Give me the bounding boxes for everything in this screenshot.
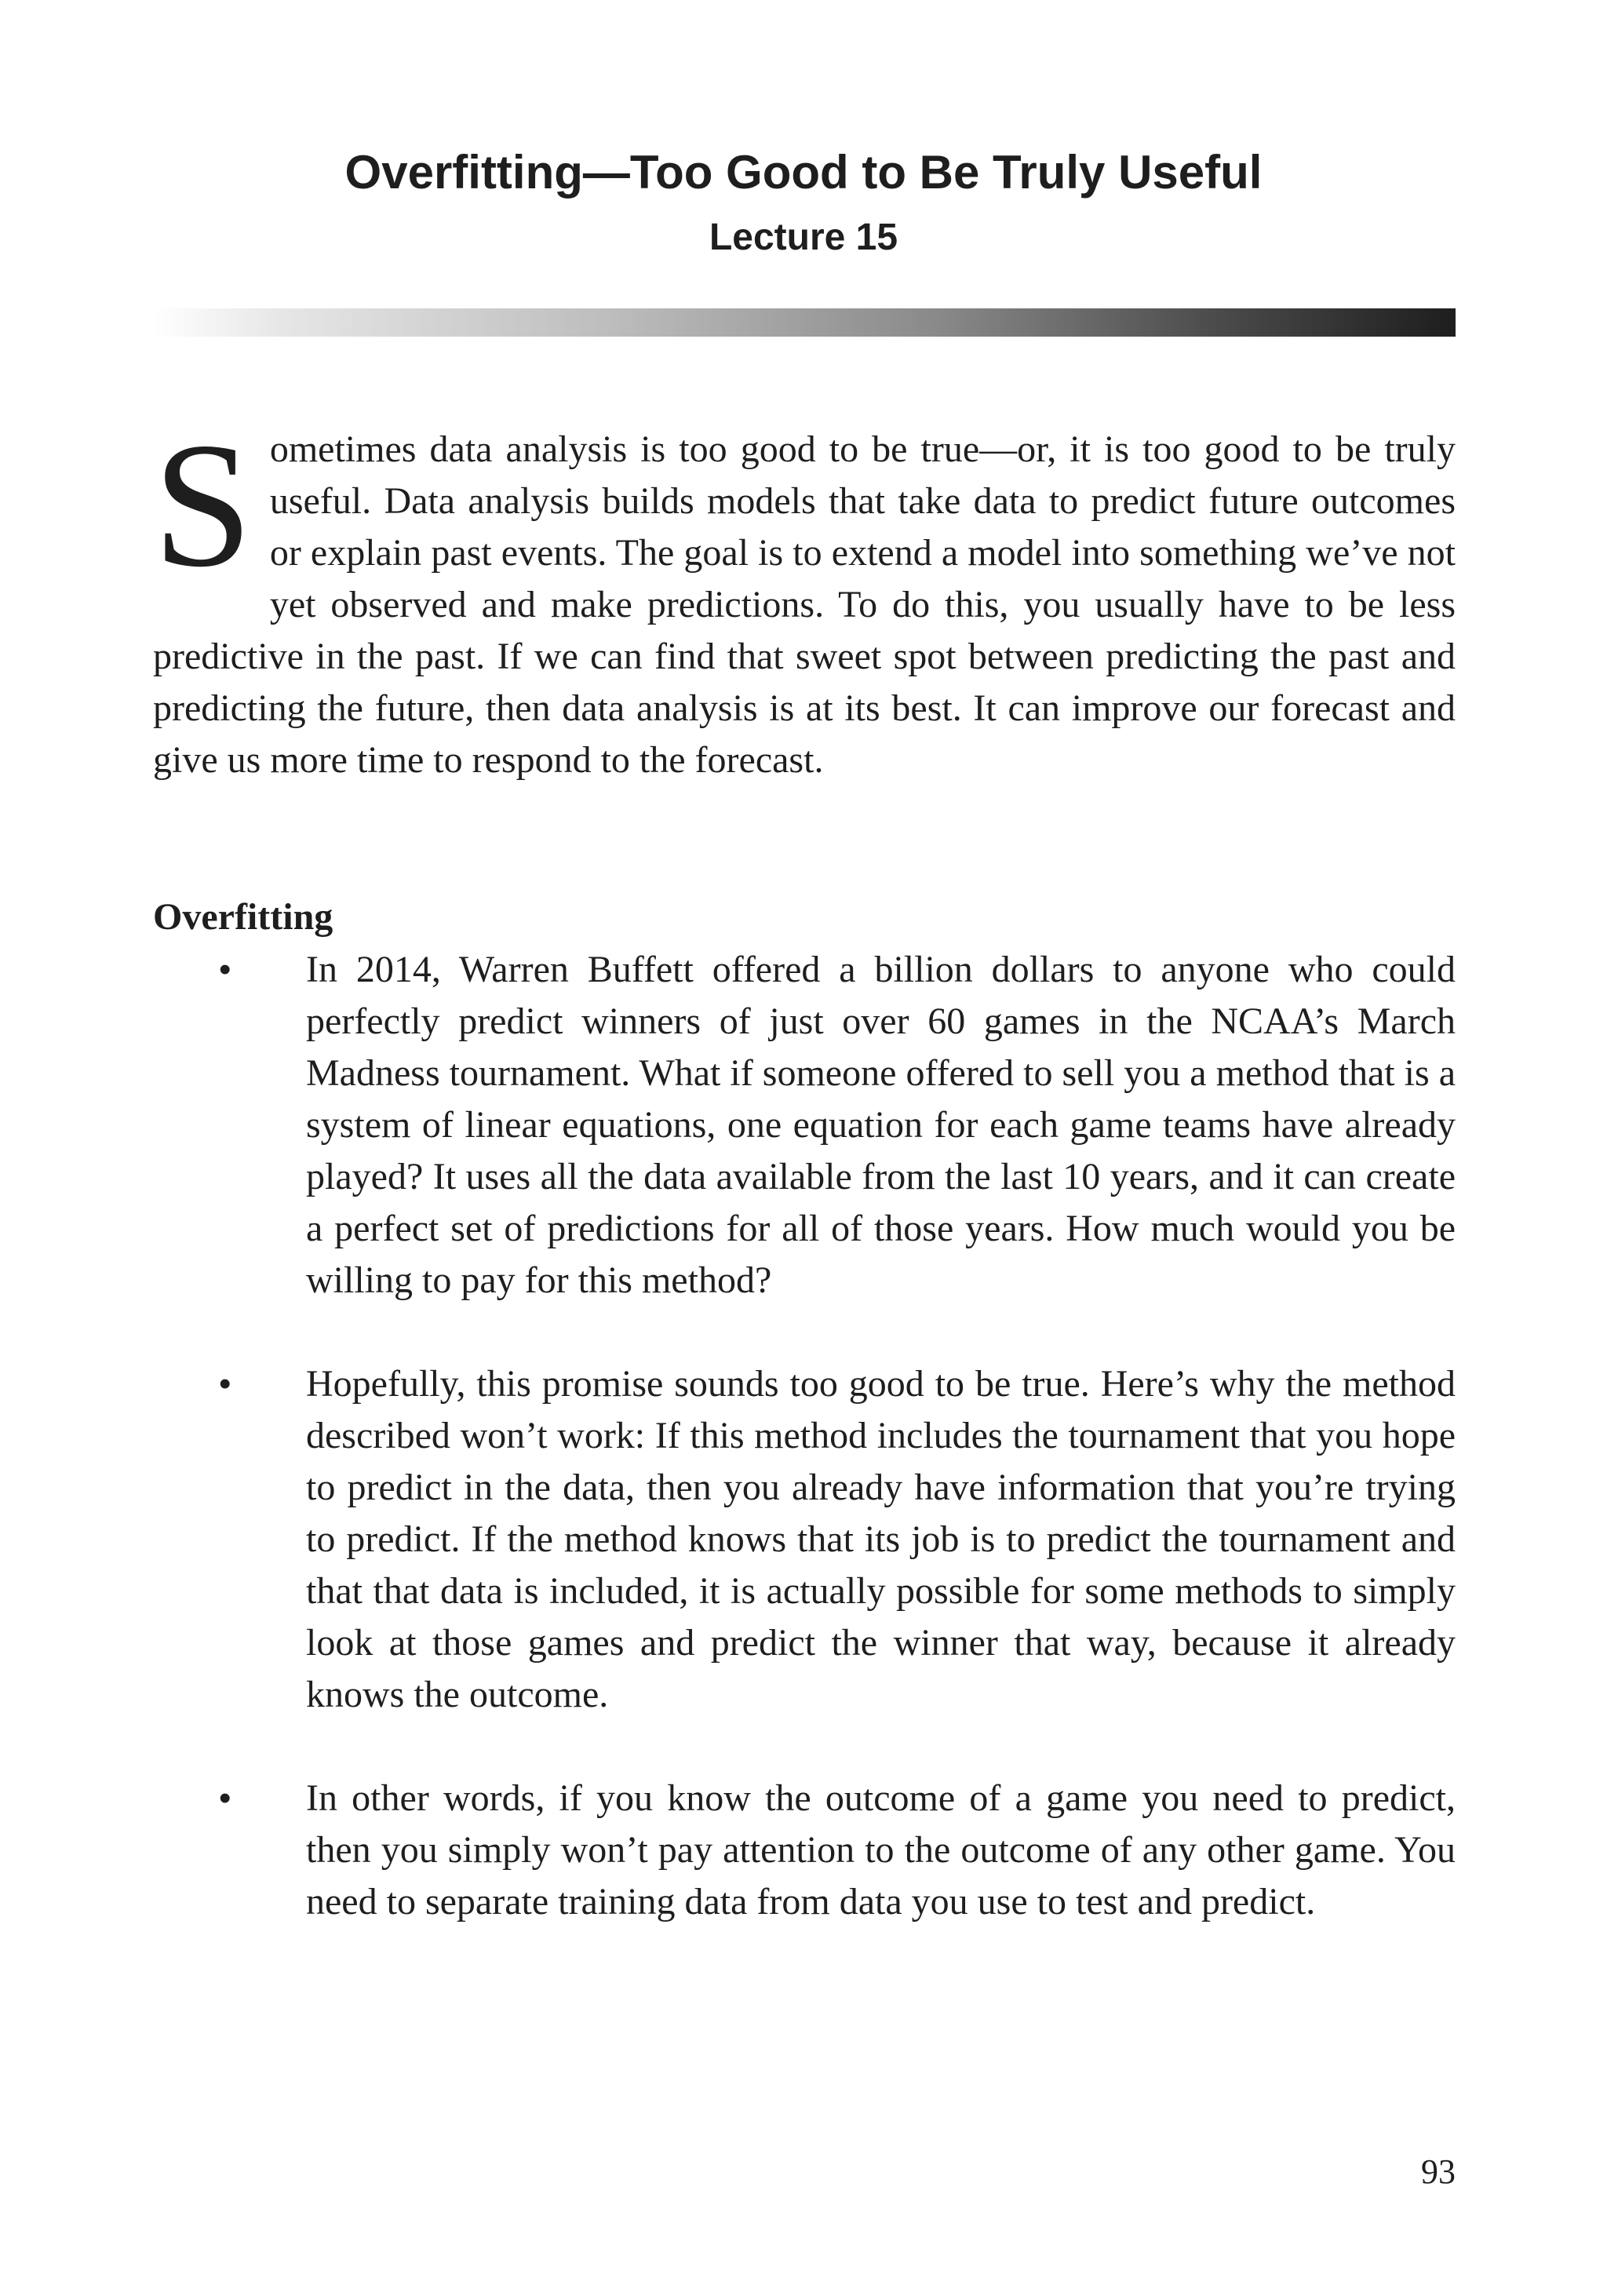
list-item [153,1773,1456,1928]
intro-text: ometimes data analysis is too good to be true—or, it is too good to be truly useful. Data analysis builds models that take data to predict future outcomes or explain past events. The goal is to extend a model into something we’ve not yet observed and make predictions. To do this, you usually have to be less predictive in the past. If we can find that sweet spot between predicting the past and predicting the future, then data analysis is at its best. It can improve our forecast and give us more time to respond to the forecast. [153,428,1456,781]
lecture-number: Lecture 15 [709,217,898,258]
drop-cap: S [153,406,253,604]
gradient-divider [153,308,1456,337]
intro-paragraph [153,406,1456,786]
list-item-text: In 2014, Warren Buffett offered a billion dollars to anyone who could perfectly predict winners of just over 60 games in the NCAA’s March Madness tournament. What if someone offered to sell you a method that is a system of linear equations, one equation for each game teams have already played? It uses all the data available from the last 10 years, and it can create a perfect set of predictions for all of those years. How much would you be willing to pay for this method? [306,949,1456,1301]
list-item [153,944,1456,1307]
page-title: Overfitting—Too Good to Be Truly Useful [344,146,1263,199]
section-heading: Overfitting [153,896,333,938]
list-item-text: In other words, if you know the outcome of a game you need to predict, then you simply won’t pay attention to the outcome of any other game. You need to separate training data from data you use to test and predict. [306,1777,1456,1922]
bullet-icon: • [219,1779,231,1817]
page-number: 93 [1421,2152,1456,2191]
list-item [153,1358,1456,1721]
bullet-icon: • [219,950,231,989]
bullet-icon: • [219,1365,231,1403]
list-item-text: Hopefully, this promise sounds too good to be true. Here’s why the method described won’t work: If this method includes the tournament that you hope to predict in the data, then you already have information that you’re trying to predict. If the method knows that its job is to predict the tournament and that that data is included, it is actually possible for some methods to simply look at those games and predict the winner that way, because it already knows the outcome. [306,1363,1456,1715]
bullet-list [153,944,1456,1980]
